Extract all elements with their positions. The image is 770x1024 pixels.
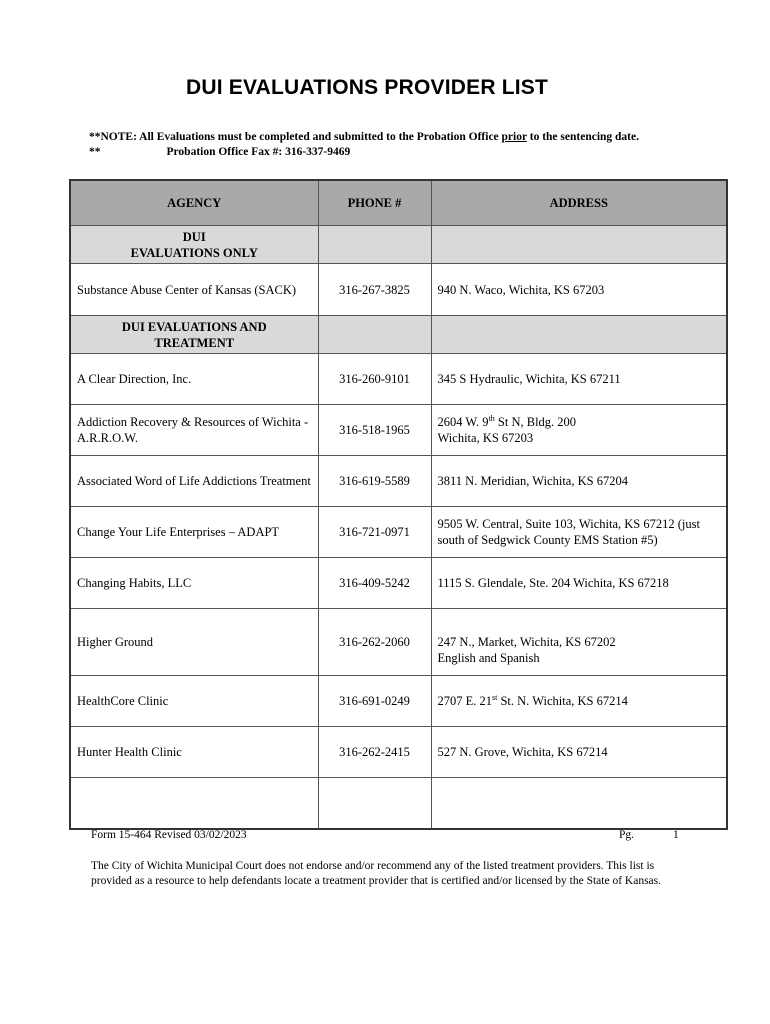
phone-cell: 316-721-0971	[318, 507, 431, 558]
header-agency: AGENCY	[70, 180, 318, 226]
address-cell	[431, 676, 727, 727]
fax-number: Probation Office Fax #: 316-337-9469	[166, 146, 351, 158]
table-row	[70, 405, 727, 456]
address-cell: 527 N. Grove, Wichita, KS 67214	[431, 727, 727, 778]
phone-cell: 316-262-2415	[318, 727, 431, 778]
empty-cell	[318, 778, 431, 830]
section-label	[70, 226, 318, 264]
address-cell: 1115 S. Glendale, Ste. 204 Wichita, KS 67218	[431, 558, 727, 609]
section-blank-cell	[431, 316, 727, 354]
note-part1: **NOTE: All Evaluations must be completed and submitted to the Probation Office	[89, 131, 502, 143]
note-underlined: prior	[501, 131, 527, 143]
section-line2: EVALUATIONS ONLY	[130, 245, 258, 260]
empty-cell	[431, 778, 727, 830]
agency-cell: Higher Ground	[70, 609, 318, 676]
header-address: ADDRESS	[431, 180, 727, 226]
section-line1: DUI EVALUATIONS AND	[121, 319, 267, 334]
address-line2: Wichita, KS 67203	[437, 431, 534, 445]
phone-cell: 316-619-5589	[318, 456, 431, 507]
agency-cell: Associated Word of Life Addictions Treatment	[70, 456, 318, 507]
form-number: Form 15-464 Revised 03/02/2023	[91, 829, 247, 841]
section-row-evaluations-only	[70, 226, 727, 264]
agency-cell: Change Your Life Enterprises – ADAPT	[70, 507, 318, 558]
address-part: St N, Bldg. 200	[494, 415, 577, 429]
phone-cell: 316-518-1965	[318, 405, 431, 456]
section-blank-cell	[318, 316, 431, 354]
address-line2: English and Spanish	[437, 651, 540, 665]
address-cell: 940 N. Waco, Wichita, KS 67203	[431, 264, 727, 316]
provider-table	[69, 179, 728, 830]
note-part2: to the sentencing date. **	[89, 131, 639, 158]
phone-cell: 316-260-9101	[318, 354, 431, 405]
phone-cell: 316-267-3825	[318, 264, 431, 316]
address-part: 2707 E. 21	[437, 694, 493, 708]
section-line2: TREATMENT	[154, 335, 235, 350]
address-cell	[431, 405, 727, 456]
page-title: DUI EVALUATIONS PROVIDER LIST	[185, 76, 549, 99]
section-label	[70, 316, 318, 354]
address-line1: 247 N., Market, Wichita, KS 67202	[437, 635, 616, 649]
table-row	[70, 354, 727, 405]
section-line1: DUI	[182, 229, 206, 244]
agency-cell: Hunter Health Clinic	[70, 727, 318, 778]
address-cell	[431, 609, 727, 676]
agency-cell: HealthCore Clinic	[70, 676, 318, 727]
page-label: Pg.	[619, 829, 635, 841]
table-header-row	[70, 180, 727, 226]
agency-cell: A Clear Direction, Inc.	[70, 354, 318, 405]
agency-cell: Addiction Recovery & Resources of Wichita - A.R.R.O.W.	[70, 405, 318, 456]
address-part: 2604 W. 9	[437, 415, 489, 429]
form-footer	[91, 829, 691, 841]
disclaimer-text: The City of Wichita Municipal Court does not endorse and/or recommend any of the listed treatment providers. This list is provided as a resource to help defendants locate a treatment provider that is certified and/or licensed by the State of Kansas.	[91, 860, 661, 887]
agency-cell: Changing Habits, LLC	[70, 558, 318, 609]
empty-cell	[70, 778, 318, 830]
phone-cell: 316-409-5242	[318, 558, 431, 609]
agency-cell: Substance Abuse Center of Kansas (SACK)	[70, 264, 318, 316]
header-phone: PHONE #	[318, 180, 431, 226]
table-row	[70, 727, 727, 778]
section-blank-cell	[318, 226, 431, 264]
address-cell: 345 S Hydraulic, Wichita, KS 67211	[431, 354, 727, 405]
table-row	[70, 676, 727, 727]
address-cell: 9505 W. Central, Suite 103, Wichita, KS 67212 (just south of Sedgwick County EMS Station #5)	[431, 507, 727, 558]
page-number: 1	[673, 829, 679, 841]
phone-cell: 316-262-2060	[318, 609, 431, 676]
table-row	[70, 456, 727, 507]
address-superscript: st	[492, 692, 498, 702]
address-cell: 3811 N. Meridian, Wichita, KS 67204	[431, 456, 727, 507]
table-row	[70, 558, 727, 609]
table-row	[70, 609, 727, 676]
phone-cell: 316-691-0249	[318, 676, 431, 727]
address-superscript: th	[488, 413, 495, 423]
section-row-evaluations-treatment	[70, 316, 727, 354]
empty-table-row	[70, 778, 727, 830]
table-row	[70, 264, 727, 316]
note-text	[89, 130, 649, 160]
table-row	[70, 507, 727, 558]
address-part: St. N. Wichita, KS 67214	[497, 694, 628, 708]
section-blank-cell	[431, 226, 727, 264]
